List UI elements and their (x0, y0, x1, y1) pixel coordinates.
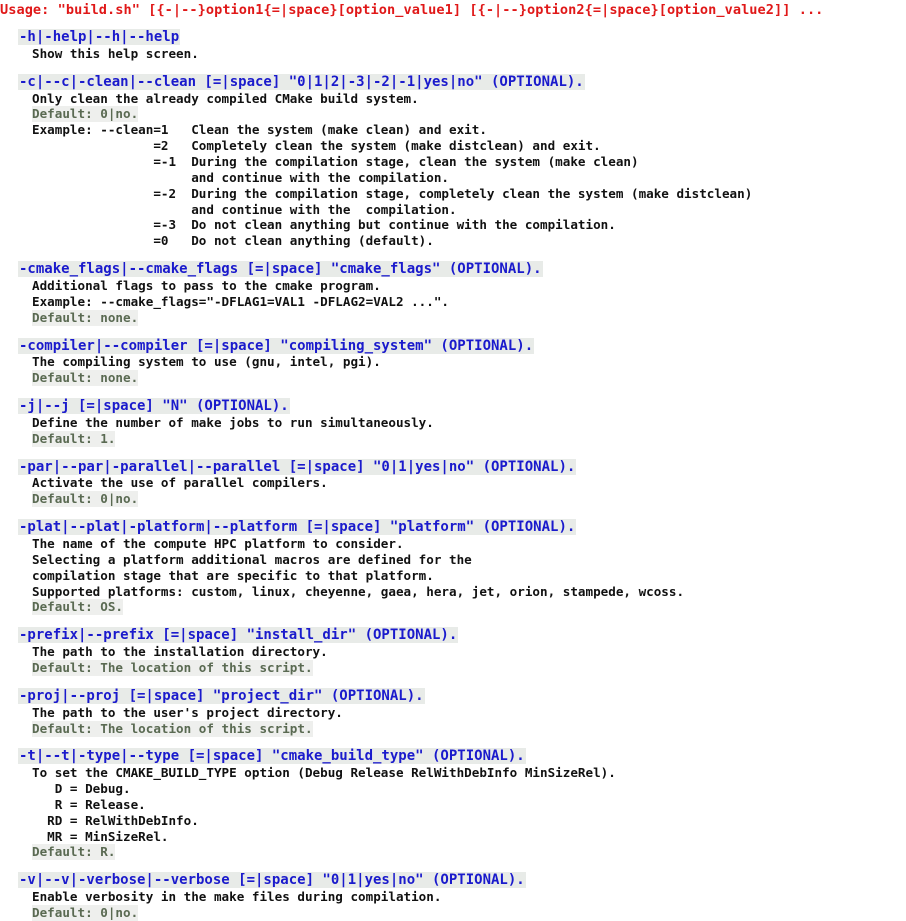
option-default: Default: OS. (32, 599, 123, 615)
option-default: Default: 0|no. (32, 106, 139, 122)
option-description: RD = RelWithDebInfo. (32, 812, 199, 828)
option-description: The path to the user's project directory. (32, 704, 343, 720)
option-description: =-2 During the compilation stage, completely clean the system (make distclean) (32, 185, 753, 201)
usage-line: Usage: "build.sh" [{-|--}option1{=|space}[option_value1] [{-|--}option2{=|space}[option_value2]] ... (0, 2, 824, 18)
option-description: Activate the use of parallel compilers. (32, 475, 328, 491)
option-description: Example: --clean=1 Clean the system (make clean) and exit. (32, 122, 487, 138)
option-description: and continue with the compilation. (32, 201, 457, 217)
option-header: -j|--j [=|space] "N" (OPTIONAL). (19, 398, 289, 414)
option-description: R = Release. (32, 796, 146, 812)
option-description: Only clean the already compiled CMake build system. (32, 90, 419, 106)
option-default: Default: The location of this script. (32, 659, 313, 675)
option-default: Default: 1. (32, 430, 116, 446)
option-description: compilation stage that are specific to that platform. (32, 567, 434, 583)
option-header: -c|--c|-clean|--clean [=|space] "0|1|2|-3|-2|-1|yes|no" (OPTIONAL). (19, 73, 584, 90)
option-description: Supported platforms: custom, linux, cheyenne, gaea, hera, jet, orion, stampede, wcoss. (32, 583, 685, 599)
option-header: -par|--par|-parallel|--parallel [=|space] "0|1|yes|no" (OPTIONAL). (19, 458, 576, 475)
option-description: Show this help screen. (32, 45, 199, 61)
option-description: Enable verbosity in the make files during compilation. (32, 889, 442, 905)
option-description: D = Debug. (32, 781, 131, 796)
option-description: =-3 Do not clean anything but continue with the compilation. (32, 217, 616, 233)
option-description: To set the CMAKE_BUILD_TYPE option (Debug Release RelWithDebInfo MinSizeRel). (32, 765, 616, 781)
option-header: -prefix|--prefix [=|space] "install_dir" (OPTIONAL). (19, 627, 458, 644)
option-default: Default: 0|no. (32, 905, 139, 920)
option-description: Additional flags to pass to the cmake program. (32, 277, 381, 293)
option-default: Default: The location of this script. (32, 720, 313, 736)
option-description: The name of the compute HPC platform to consider. (32, 536, 404, 551)
option-header: -t|--t|-type|--type [=|space] "cmake_build_type" (OPTIONAL). (19, 748, 525, 765)
option-description: MR = MinSizeRel. (32, 828, 169, 844)
option-description: =0 Do not clean anything (default). (32, 233, 434, 249)
option-default: Default: R. (32, 844, 116, 860)
option-header: -v|--v|-verbose|--verbose [=|space] "0|1|yes|no" (OPTIONAL). (19, 872, 525, 889)
option-description: The path to the installation directory. (32, 644, 328, 660)
option-description: =2 Completely clean the system (make distclean) and exit. (32, 138, 601, 154)
option-header: -h|-help|--h|--help (19, 29, 180, 45)
option-header: -plat|--plat|-platform|--platform [=|space] "platform" (OPTIONAL). (19, 519, 576, 536)
option-header: -proj|--proj [=|space] "project_dir" (OPTIONAL). (19, 687, 424, 704)
option-description: Define the number of make jobs to run simultaneously. (32, 414, 434, 430)
option-description: =-1 During the compilation stage, clean the system (make clean) (32, 153, 639, 169)
option-default: Default: none. (32, 309, 139, 325)
option-description: Selecting a platform additional macros are defined for the (32, 551, 472, 567)
option-description: and continue with the compilation. (32, 169, 450, 185)
option-header: -cmake_flags|--cmake_flags [=|space] "cmake_flags" (OPTIONAL). (19, 261, 542, 277)
option-header: -compiler|--compiler [=|space] "compiling_system" (OPTIONAL). (19, 337, 534, 354)
option-default: Default: none. (32, 370, 139, 386)
option-description: The compiling system to use (gnu, intel, pgi). (32, 354, 381, 370)
option-default: Default: 0|no. (32, 491, 139, 507)
option-description: Example: --cmake_flags="-DFLAG1=VAL1 -DFLAG2=VAL2 ...". (32, 293, 450, 309)
